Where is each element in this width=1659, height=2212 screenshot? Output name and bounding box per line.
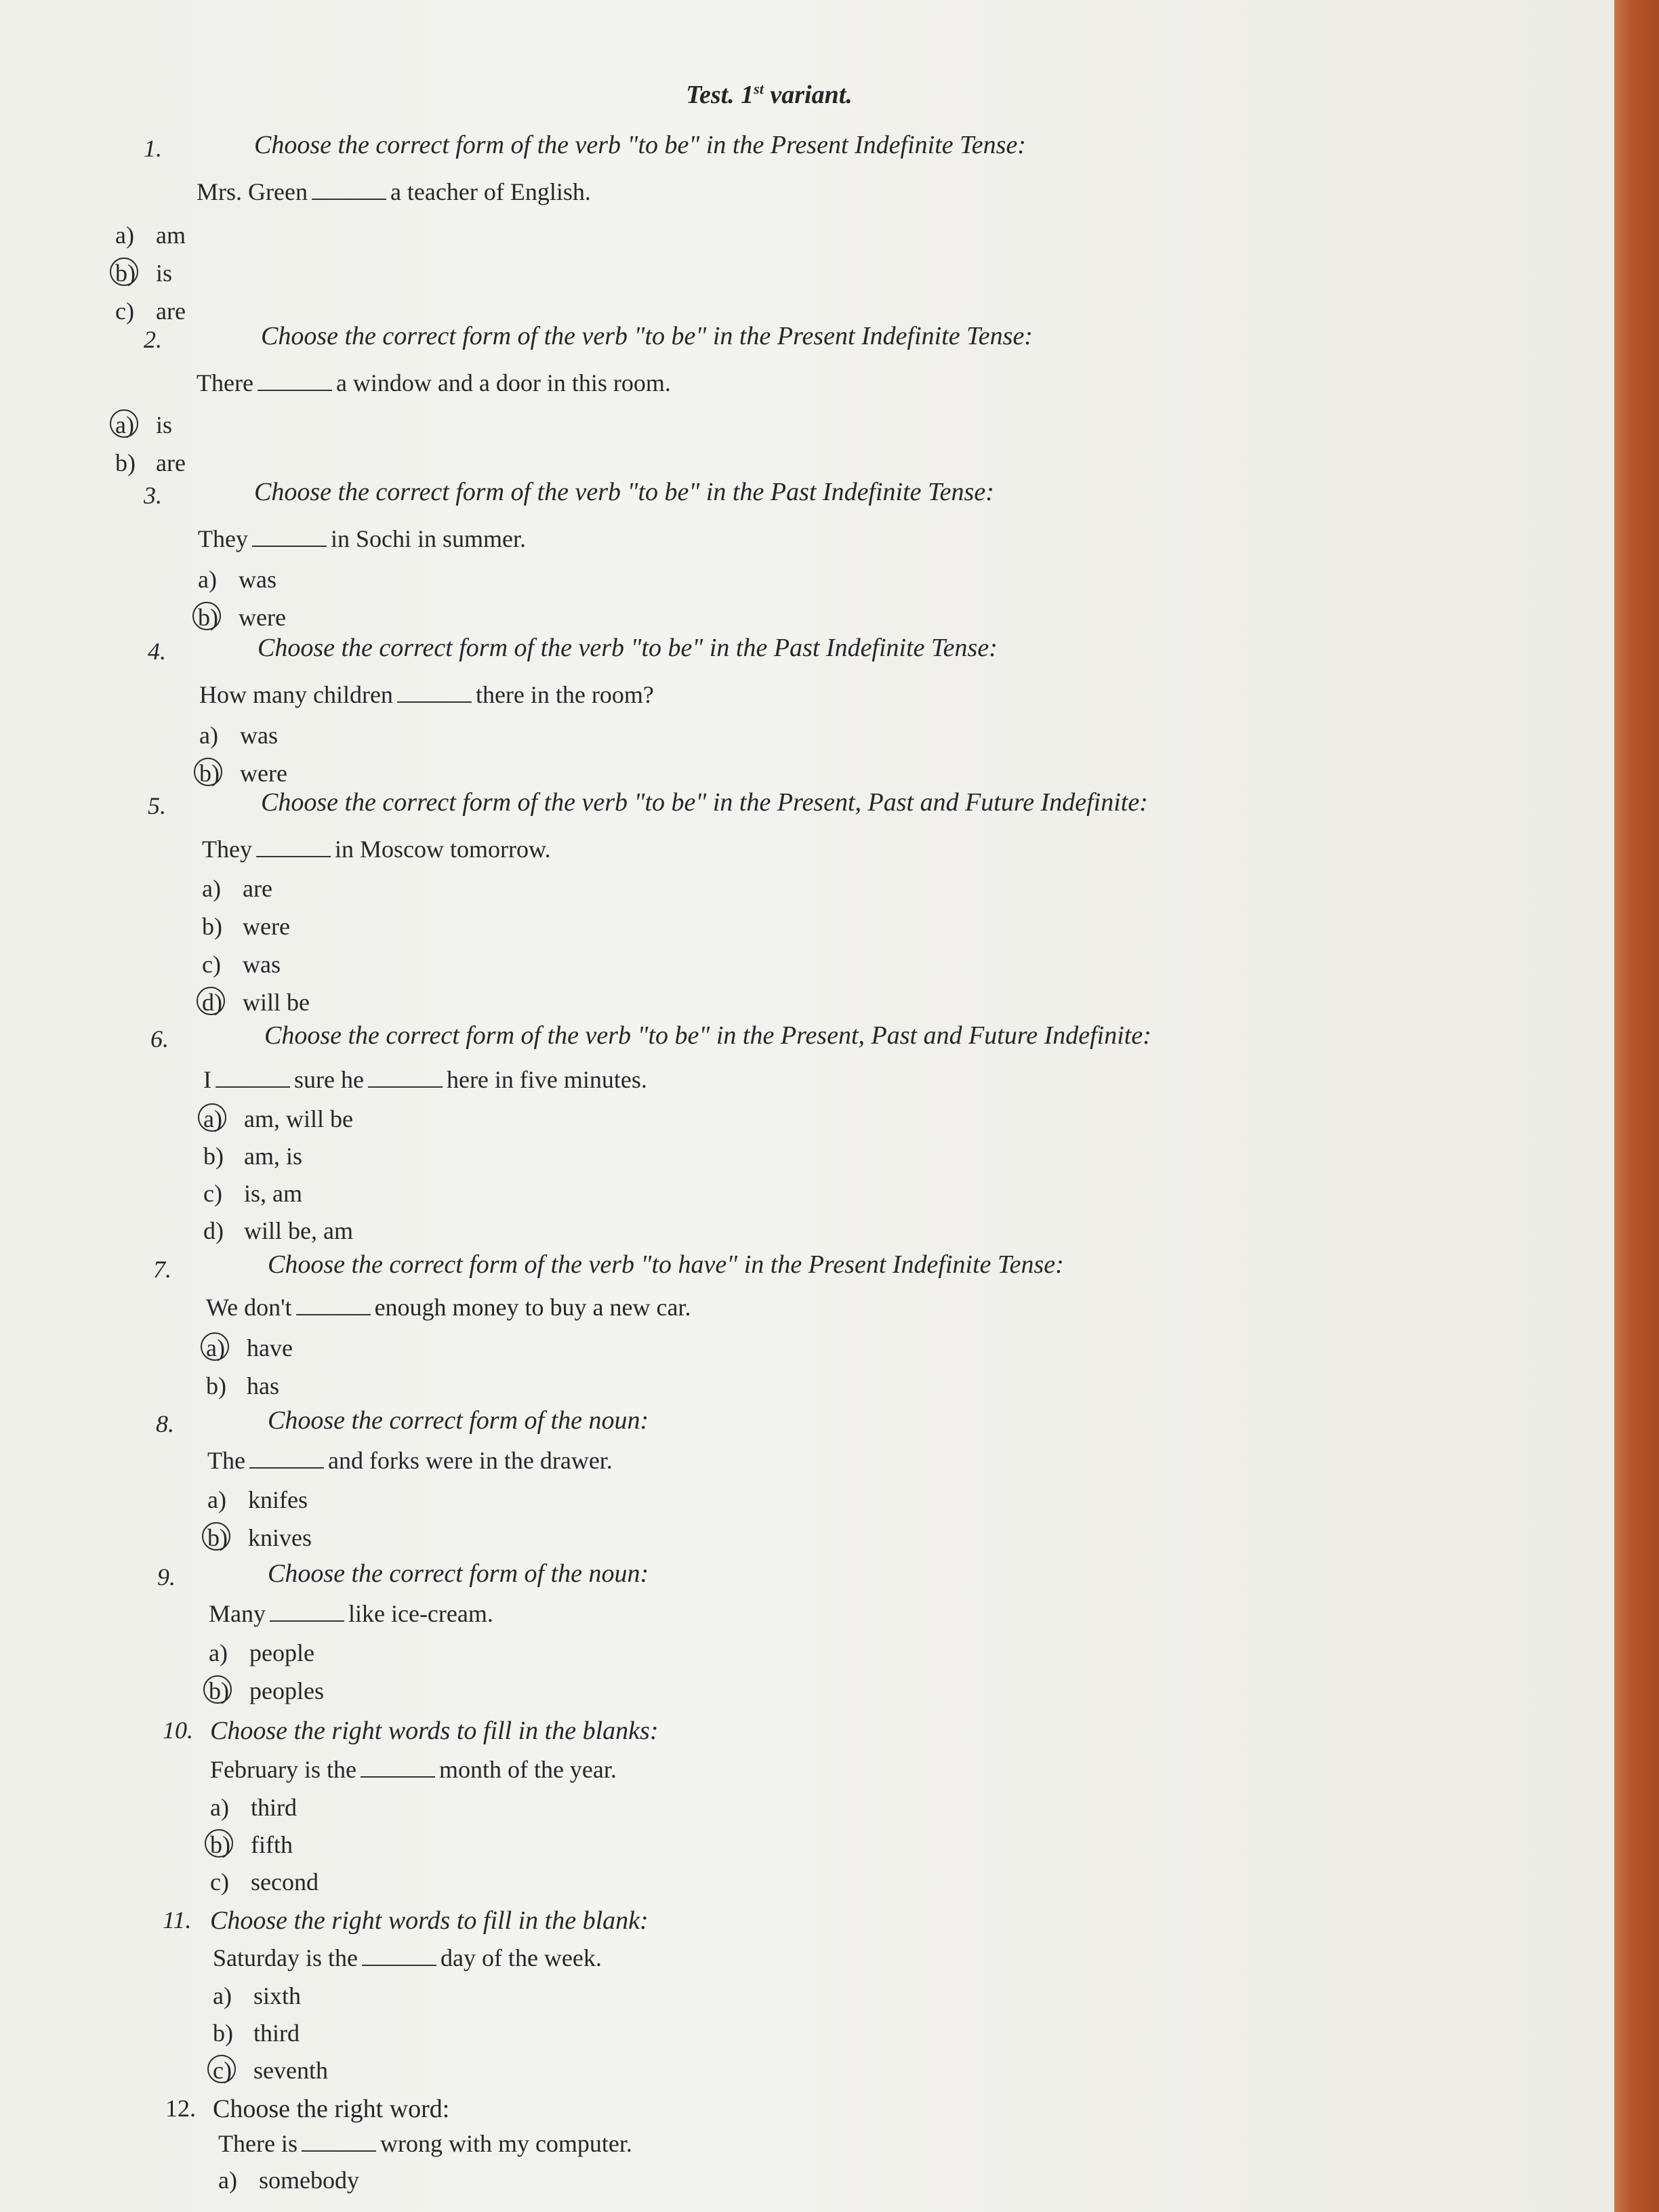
option-letter: a): [210, 1794, 229, 1821]
sentence-end: month of the year.: [438, 1756, 617, 1783]
answer-option: [198, 565, 276, 598]
question-number: 3.: [144, 482, 162, 509]
question-sentence: [199, 680, 654, 709]
answer-blank: [256, 837, 331, 857]
option-text: has: [247, 1372, 279, 1399]
answer-blank: [368, 1067, 443, 1088]
question-instruction: Choose the correct form of the noun:: [268, 1406, 649, 1435]
question-number: 2.: [144, 326, 162, 353]
question-instruction: Choose the correct form of the verb "to be" in the Past Indefinite Tense:: [254, 478, 994, 506]
sentence-start: They: [198, 525, 248, 552]
sentence-end: there in the room?: [475, 681, 654, 708]
option-text: was: [240, 722, 278, 749]
question-sentence: [197, 178, 591, 206]
sentence-start: There is: [218, 2130, 298, 2157]
option-text: will be, am: [244, 1217, 353, 1244]
answer-option: [209, 1639, 314, 1671]
desk-edge: [1614, 0, 1659, 2212]
option-text: were: [239, 604, 286, 631]
question-instruction: Choose the right words to fill in the blank:: [210, 1906, 649, 1935]
option-letter: b): [206, 1372, 226, 1399]
answer-blank: [361, 1757, 435, 1778]
option-text: third: [251, 1794, 297, 1821]
answer-option: [198, 603, 286, 636]
question-number: 9.: [157, 1563, 176, 1591]
sentence-start: We don't: [206, 1294, 292, 1321]
answer-option: [115, 297, 186, 329]
answer-option: [210, 1793, 297, 1826]
sentence-start: Many: [209, 1600, 266, 1627]
answer-option: [115, 221, 186, 253]
answer-option: [202, 912, 290, 945]
circled-option-letter: b): [198, 603, 239, 632]
circled-option-letter: b): [209, 1677, 249, 1705]
option-text: were: [243, 913, 290, 940]
answer-option: [199, 759, 287, 792]
question-sentence: [197, 369, 671, 397]
option-text: third: [253, 2020, 300, 2047]
answer-option: [203, 1179, 302, 1212]
answer-option: [210, 1868, 319, 1900]
answer-blank: [249, 1448, 324, 1469]
circled-option-letter: b): [210, 1830, 251, 1859]
option-text: second: [251, 1868, 319, 1896]
answer-option: [207, 1523, 312, 1556]
question-sentence: [210, 1755, 617, 1784]
answer-option: [115, 449, 186, 481]
question-instruction: Choose the correct form of the verb "to be" in the Present, Past and Future Indefinite:: [261, 788, 1148, 817]
option-letter: c): [210, 1868, 229, 1896]
option-text: is, am: [244, 1180, 302, 1207]
answer-option: [209, 1677, 324, 1709]
option-letter: a): [115, 222, 134, 249]
sentence-middle: sure he: [294, 1066, 364, 1093]
question-number: 7.: [153, 1256, 171, 1283]
sentence-end: here in five minutes.: [446, 1066, 647, 1093]
option-text: am, will be: [244, 1105, 353, 1132]
sentence-start: There: [197, 369, 253, 396]
answer-blank: [258, 371, 332, 391]
answer-option: [213, 2019, 300, 2051]
answer-blank: [397, 682, 472, 703]
question-sentence: [203, 1065, 647, 1094]
page-title: Test. 1st variant.: [686, 80, 853, 109]
answer-blank: [270, 1601, 344, 1622]
option-letter: a): [202, 875, 221, 902]
question-instruction: Choose the correct form of the verb "to be" in the Present Indefinite Tense:: [261, 322, 1033, 350]
answer-option: [213, 2056, 328, 2089]
answer-option: [207, 1486, 308, 1518]
answer-option: [213, 1982, 301, 2014]
sentence-end: a window and a door in this room.: [335, 369, 671, 396]
answer-blank: [216, 1067, 290, 1088]
circled-option-letter: d): [202, 988, 243, 1017]
option-text: somebody: [259, 2167, 359, 2194]
question-number: 12.: [165, 2095, 196, 2122]
option-letter: a): [207, 1486, 226, 1513]
sentence-start: I: [203, 1066, 211, 1093]
sentence-end: day of the week.: [440, 1944, 602, 1971]
sentence-end: in Moscow tomorrow.: [334, 836, 551, 863]
sentence-start: The: [207, 1447, 245, 1474]
question-sentence: [213, 1944, 602, 1972]
option-text: were: [240, 760, 287, 787]
sentence-start: They: [202, 836, 252, 863]
question-number: 10.: [163, 1717, 193, 1744]
sentence-start: How many children: [199, 681, 393, 708]
answer-option: [199, 721, 278, 754]
answer-option: [202, 950, 281, 983]
answer-option: [210, 1830, 293, 1863]
option-letter: a): [218, 2167, 237, 2194]
question-instruction: Choose the correct form of the verb "to have" in the Present Indefinite Tense:: [268, 1250, 1064, 1279]
option-letter: d): [203, 1217, 224, 1244]
question-number: 11.: [163, 1906, 192, 1933]
question-instruction: Choose the correct form of the noun:: [268, 1559, 649, 1588]
option-letter: c): [115, 298, 134, 325]
circled-option-letter: a): [203, 1105, 244, 1133]
option-text: am: [156, 222, 186, 249]
question-number: 8.: [156, 1410, 174, 1437]
sentence-end: wrong with my computer.: [380, 2130, 632, 2157]
answer-option: [203, 1142, 302, 1174]
option-letter: b): [203, 1143, 224, 1170]
option-letter: a): [199, 722, 218, 749]
answer-blank: [302, 2131, 376, 2152]
option-text: people: [249, 1639, 314, 1666]
answer-blank: [296, 1295, 371, 1315]
sentence-end: like ice-cream.: [348, 1600, 493, 1627]
question-number: 6.: [150, 1025, 169, 1052]
option-letter: a): [213, 1982, 232, 2009]
circled-option-letter: a): [115, 411, 156, 439]
sentence-end: and forks were in the drawer.: [327, 1447, 613, 1474]
answer-option: [218, 2166, 359, 2198]
option-text: was: [243, 951, 281, 978]
answer-option: [203, 1105, 353, 1137]
option-text: are: [156, 449, 186, 476]
sentence-end: enough money to buy a new car.: [374, 1294, 691, 1321]
circled-option-letter: b): [199, 759, 240, 787]
question-sentence: [206, 1293, 691, 1322]
question-instruction: Choose the right words to fill in the blanks:: [210, 1717, 659, 1745]
answer-option: [206, 1334, 293, 1366]
answer-blank: [252, 527, 327, 547]
question-number: 5.: [148, 792, 166, 819]
sentence-start: Mrs. Green: [197, 178, 308, 205]
option-text: seventh: [253, 2057, 328, 2084]
answer-blank: [362, 1946, 436, 1966]
option-text: fifth: [251, 1831, 293, 1858]
option-text: is: [156, 260, 173, 287]
question-instruction: Choose the correct form of the verb "to be" in the Past Indefinite Tense:: [258, 634, 998, 662]
sentence-end: a teacher of English.: [390, 178, 591, 205]
question-sentence: [207, 1446, 613, 1475]
answer-option: [202, 988, 310, 1021]
option-text: are: [243, 875, 272, 902]
option-letter: b): [213, 2020, 233, 2047]
answer-option: [115, 411, 172, 443]
option-text: knifes: [248, 1486, 308, 1513]
sentence-start: Saturday is the: [213, 1944, 358, 1971]
circled-option-letter: b): [207, 1523, 248, 1552]
circled-option-letter: b): [115, 259, 156, 287]
question-instruction: Choose the correct form of the verb "to be" in the Present, Past and Future Indefinite:: [264, 1021, 1151, 1050]
answer-option: [203, 1216, 353, 1249]
option-letter: c): [203, 1180, 222, 1207]
option-text: are: [156, 298, 186, 325]
option-letter: c): [202, 951, 221, 978]
question-sentence: [198, 525, 526, 553]
circled-option-letter: a): [206, 1334, 247, 1362]
answer-option: [202, 874, 272, 907]
option-text: am, is: [244, 1143, 302, 1170]
question-number: 4.: [148, 638, 166, 665]
option-text: knives: [248, 1524, 312, 1551]
option-text: will be: [243, 989, 310, 1016]
answer-option: [206, 1372, 279, 1404]
question-number: 1.: [144, 135, 162, 162]
question-instruction: Choose the right word:: [213, 2095, 450, 2123]
option-letter: a): [198, 566, 217, 593]
option-text: have: [247, 1334, 293, 1361]
option-letter: b): [202, 913, 222, 940]
answer-blank: [312, 180, 386, 200]
option-text: peoples: [249, 1677, 324, 1704]
question-sentence: [218, 2129, 632, 2158]
circled-option-letter: c): [213, 2056, 253, 2085]
option-text: was: [239, 566, 276, 593]
option-text: sixth: [253, 1982, 302, 2009]
sentence-end: in Sochi in summer.: [330, 525, 526, 552]
sentence-start: February is the: [210, 1756, 356, 1783]
option-letter: a): [209, 1639, 228, 1666]
question-sentence: [209, 1599, 493, 1628]
answer-option: [115, 259, 172, 291]
question-sentence: [202, 835, 551, 863]
question-instruction: Choose the correct form of the verb "to be" in the Present Indefinite Tense:: [254, 131, 1026, 159]
option-letter: b): [115, 449, 136, 476]
option-text: is: [156, 411, 173, 438]
